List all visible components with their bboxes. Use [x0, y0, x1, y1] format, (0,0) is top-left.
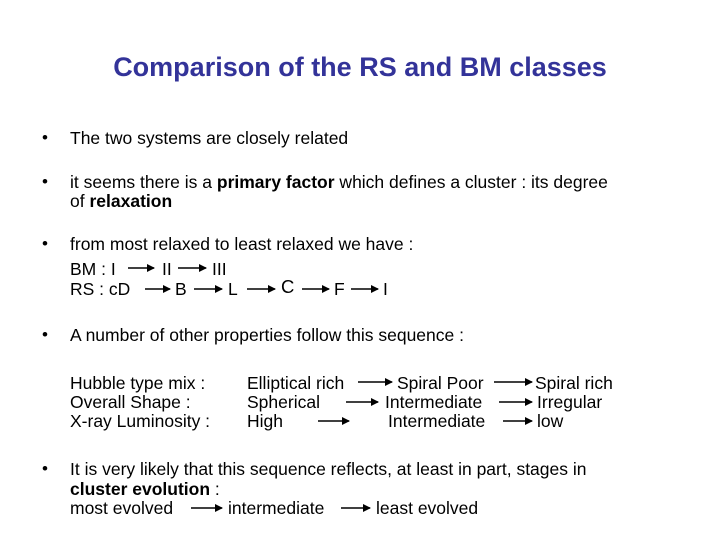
bold-cluster-evolution: cluster evolution: [70, 479, 211, 499]
bm-item-iii: III: [212, 259, 227, 279]
bullet-text-cluster-evolution: [70, 479, 220, 499]
text-run: of: [70, 191, 90, 211]
rs-item-i: I: [383, 279, 388, 299]
prop-shape-v3: Irregular: [537, 392, 603, 412]
rs-item-c: C: [281, 276, 295, 297]
rs-item-f: F: [334, 279, 345, 299]
bullet-text-relaxation: [70, 191, 172, 211]
prop-shape-v2: Intermediate: [385, 392, 483, 412]
bullet-marker: •: [42, 172, 48, 191]
bold-primary-factor: primary factor: [216, 172, 335, 192]
prop-label-hubble: Hubble type mix :: [70, 373, 206, 393]
bullet-marker: •: [42, 234, 48, 253]
prop-label-shape: Overall Shape :: [70, 392, 191, 412]
rs-item-b: B: [175, 279, 187, 299]
bullet-marker: •: [42, 128, 48, 147]
rs-sequence-label: RS : cD: [70, 279, 131, 299]
prop-label-xray: X-ray Luminosity :: [70, 411, 211, 431]
prop-xray-v2: Intermediate: [388, 411, 486, 431]
text-run: it seems there is a: [70, 172, 217, 192]
text-run: which defines a cluster : its degree: [334, 172, 608, 192]
prop-xray-v3: low: [537, 411, 564, 431]
bullet-text-primary-factor: [70, 172, 608, 192]
bullet-text-evolution: It is very likely that this sequence reflects, at least in part, stages in: [70, 459, 587, 479]
slide-title: Comparison of the RS and BM classes: [113, 52, 607, 82]
bullet-marker: •: [42, 459, 48, 478]
evo-most-evolved: most evolved: [70, 498, 174, 518]
bullet-text-systems-related: The two systems are closely related: [70, 128, 349, 148]
prop-hubble-v1: Elliptical rich: [247, 373, 345, 393]
prop-shape-v1: Spherical: [247, 392, 320, 412]
bm-sequence-label: BM : I: [70, 259, 116, 279]
evo-least-evolved: least evolved: [376, 498, 479, 518]
prop-hubble-v2: Spiral Poor: [397, 373, 484, 393]
text-run: :: [210, 479, 220, 499]
bullet-marker: •: [42, 325, 48, 344]
rs-item-l: L: [228, 279, 238, 299]
bullet-text-properties: A number of other properties follow this sequence :: [70, 325, 464, 345]
prop-hubble-v3: Spiral rich: [535, 373, 613, 393]
bullet-text-relaxed-order: from most relaxed to least relaxed we have :: [70, 234, 414, 254]
evo-intermediate: intermediate: [228, 498, 325, 518]
bold-relaxation: relaxation: [89, 191, 173, 211]
prop-xray-v1: High: [247, 411, 283, 431]
bm-item-ii: II: [162, 259, 172, 279]
